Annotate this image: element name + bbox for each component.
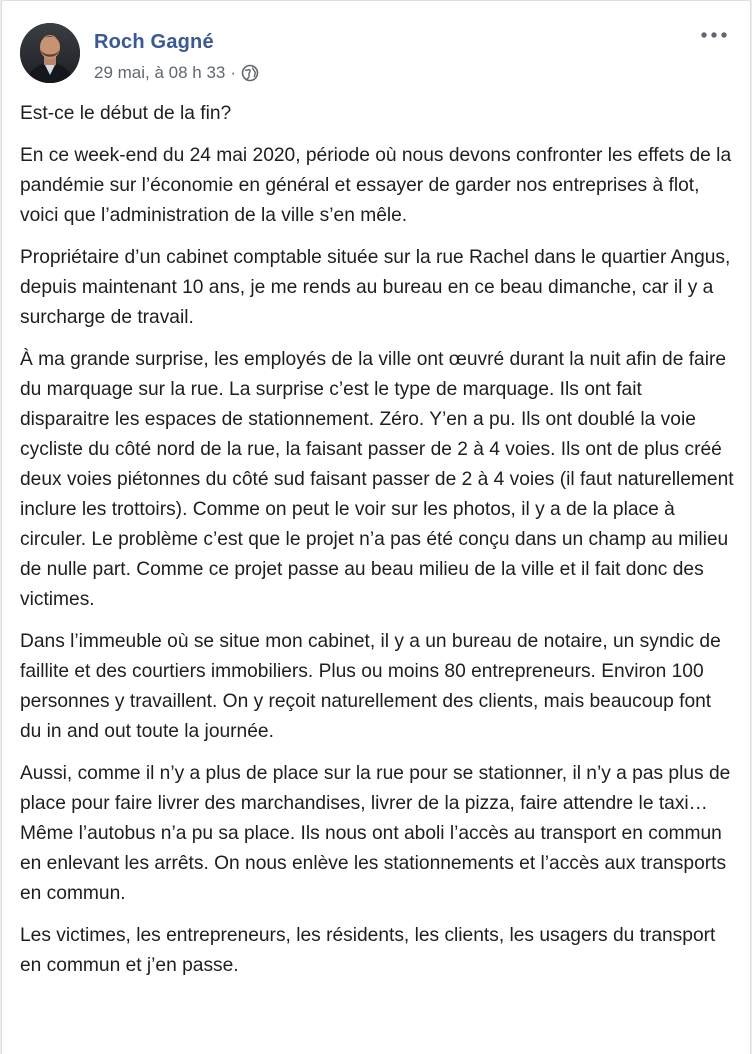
post-header: [20, 23, 732, 87]
post-body: [20, 99, 736, 993]
post-paragraph: Propriétaire d’un cabinet comptable située sur la rue Rachel dans le quartier Angus, depuis maintenant 10 ans, je me rends au bureau en ce beau dimanche, car il y a surcharge de travail.: [20, 247, 731, 328]
post-paragraph: Les victimes, les entrepreneurs, les résidents, les clients, les usagers du transport en commun et j’en passe.: [20, 925, 716, 976]
meta-separator: ·: [230, 63, 237, 82]
post-paragraph: En ce week-end du 24 mai 2020, période où nous devons confronter les effets de la pandémie sur l’économie en général et essayer de garder nos entreprises à flot, voici que l’administration de la ville s’en mêle.: [20, 145, 732, 226]
more-options-button[interactable]: [700, 23, 728, 47]
post-meta: [94, 63, 259, 83]
post-paragraph: Est-ce le début de la fin?: [20, 103, 232, 124]
avatar-photo: [20, 23, 80, 83]
post-timestamp[interactable]: 29 mai, à 08 h 33: [94, 63, 226, 82]
author-avatar[interactable]: [20, 23, 80, 83]
facebook-post-card: [1, 0, 751, 1054]
globe-icon[interactable]: [241, 64, 259, 82]
author-name-link[interactable]: Roch Gagné: [94, 31, 214, 53]
post-paragraph: Aussi, comme il n’y a plus de place sur la rue pour se stationner, il n’y a pas plus de place pour faire livrer des marchandises, livrer de la pizza, faire attendre le taxi… Même l’autobus n’a pu sa place. Ils nous ont aboli l’accès au transport en commun en enlevant les arrêts. On nous enlève les stationnements et l’accès aux transports en commun.: [20, 763, 731, 904]
more-options-icon: [700, 31, 728, 39]
post-paragraph: Dans l’immeuble où se situe mon cabinet, il y a un bureau de notaire, un syndic de faillite et des courtiers immobiliers. Plus ou moins 80 entrepreneurs. Environ 100 personnes y travaillent. On y reçoit naturellement des clients, mais beaucoup font du in and out toute la journée.: [20, 631, 721, 742]
post-paragraph: À ma grande surprise, les employés de la ville ont œuvré durant la nuit afin de faire du marquage sur la rue. La surprise c’est le type de marquage. Ils ont fait disparaitre les espaces de stationnement. Zéro. Y’en a pu. Ils ont doublé la voie cycliste du côté nord de la rue, la faisant passer de 2 à 4 voies. Ils ont de plus créé deux voies piétonnes du côté sud faisant passer de 2 à 4 voies (il faut naturellement inclure les trottoirs). Comme on peut le voir sur les photos, il y a de la place à circuler. Le problème c’est que le projet n’a pas été conçu dans un champ au milieu de nulle part. Comme ce projet passe au beau milieu de la ville et il fait donc des victimes.: [20, 349, 734, 610]
